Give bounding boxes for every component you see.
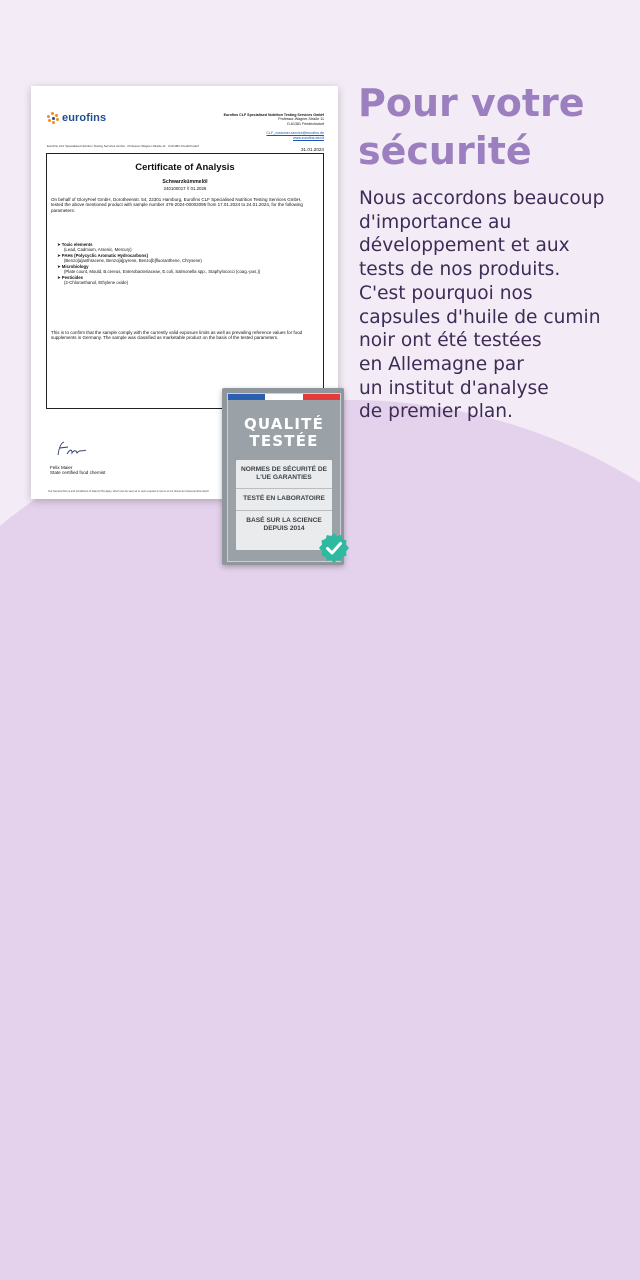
- badge-title-line: QUALITÉ: [243, 415, 325, 433]
- parameter-heading: ➤ Pesticides: [57, 275, 315, 280]
- description-line: de premier plan.: [359, 401, 513, 423]
- signer-block: [50, 465, 105, 476]
- list-item: [57, 253, 315, 263]
- company-name: Eurofins CLF Specialised Nutrition Testing Services GmbH: [223, 113, 324, 117]
- parameter-heading: ➤ Toxic elements: [57, 242, 315, 247]
- list-item: [57, 264, 315, 274]
- terms-footer: Our General Terms and Conditions of Sale (GTS) apply, which can be seen at or upon request in terms of our document www.eurofins.de/clf: [48, 490, 209, 493]
- page-title-line: sécurité: [358, 129, 532, 173]
- parameter-list: [57, 242, 315, 286]
- product-name: Schwarzkümmelöl: [162, 179, 208, 185]
- parameter-heading: ➤ Microbiology: [57, 264, 315, 269]
- quality-badge: [222, 388, 344, 565]
- contact-web-link[interactable]: www.eurofins.de/clf: [293, 135, 324, 140]
- badge-claim: TESTÉ EN LABORATOIRE: [236, 489, 332, 510]
- badge-claim: NORMES DE SÉCURITÉ DE L'UE GARANTIES: [236, 460, 332, 489]
- company-contact: [204, 131, 324, 140]
- badge-title-line: TESTÉE: [249, 432, 319, 450]
- sender-reference-line: Eurofins CLF Specialised Nutrition Testing Services GmbH · Professor-Wagner-Straße 11 · D-61381 Friedrichsdorf: [47, 144, 200, 148]
- list-item: [57, 242, 315, 252]
- description-line: tests de nos produits.: [359, 259, 561, 281]
- product-code: 240100017 // 01.2026: [163, 186, 207, 191]
- intro-paragraph: On behalf of GloryFeel GmbH, Dorotheenstr. 54, 22301 Hamburg, Eurofins CLF Specialised Nutrition Testing Services GmbH, tested the above mentioned product with sample number 476-2024-00002095 from 17.01.2024 to 24.01.2024, for the following parameters:: [51, 197, 303, 213]
- parameter-heading: ➤ PAHs (Polycyclic Aromatic Hydrocarbons): [57, 253, 315, 258]
- checkmark-seal-icon: [318, 532, 350, 564]
- badge-claim: BASÉ SUR LA SCIENCE DEPUIS 2014: [246, 516, 322, 532]
- parameter-detail: (Benzo[a]anthracene, Benzo[a]pyrene, Benzo[b]fluoranthene, Chrysene): [64, 258, 202, 264]
- page-title-line: Pour votre: [358, 81, 585, 125]
- company-address: [154, 113, 324, 126]
- badge-title: [228, 416, 340, 450]
- page-title: [358, 79, 618, 175]
- description-text: [359, 187, 629, 424]
- description-line: noir ont été testées: [359, 330, 542, 352]
- description-line: développement et aux: [359, 235, 570, 257]
- description-line: d'importance au: [359, 211, 512, 233]
- parameter-detail: (Plate count, Mould, B.cereus, Enterobacteriaceae, E.coli, Salmonella spp., Staphylococci (coag.-pos.)): [64, 269, 261, 275]
- signer-name: Felix Maier: [50, 465, 73, 470]
- seal-shape: [319, 533, 349, 563]
- eurofins-logo-mark-icon: [47, 112, 59, 124]
- parameter-detail: (2-Chloroethanol, Ethylene oxide): [64, 279, 129, 285]
- certificate-date: 31.01.2024: [301, 147, 324, 152]
- company-address-line: D-61381 Friedrichsdorf: [287, 121, 324, 126]
- certificate-title: Certificate of Analysis: [135, 162, 235, 173]
- signer-title: State certified food chemist: [50, 470, 106, 476]
- description-line: capsules d'huile de cumin: [359, 306, 601, 328]
- conclusion-paragraph: This is to confirm that the sample comply with the currently valid exposure limits as well as prevailing reference values for food supplements in Germany. The sample was classified as marketable product on the basis of the tested parameters.: [51, 330, 303, 341]
- description-line: en Allemagne par: [359, 353, 524, 375]
- contact-email-link[interactable]: CLF_customer-service@eurofins.de: [266, 131, 324, 135]
- list-item: [57, 275, 315, 285]
- eurofins-logo: [47, 112, 106, 124]
- french-flag-stripe-icon: [228, 394, 340, 400]
- eurofins-logo-text: eurofins: [62, 112, 107, 124]
- description-line: un institut d'analyse: [359, 377, 549, 399]
- company-address-line: Professor-Wagner-Straße 11: [278, 117, 324, 122]
- signature-icon: [55, 440, 107, 458]
- description-line: C'est pourquoi nos: [359, 282, 533, 304]
- certificate-body: [46, 153, 324, 409]
- parameter-detail: (Lead, Cadmium, Arsenic, Mercury): [64, 247, 132, 253]
- description-line: Nous accordons beaucoup: [359, 188, 605, 209]
